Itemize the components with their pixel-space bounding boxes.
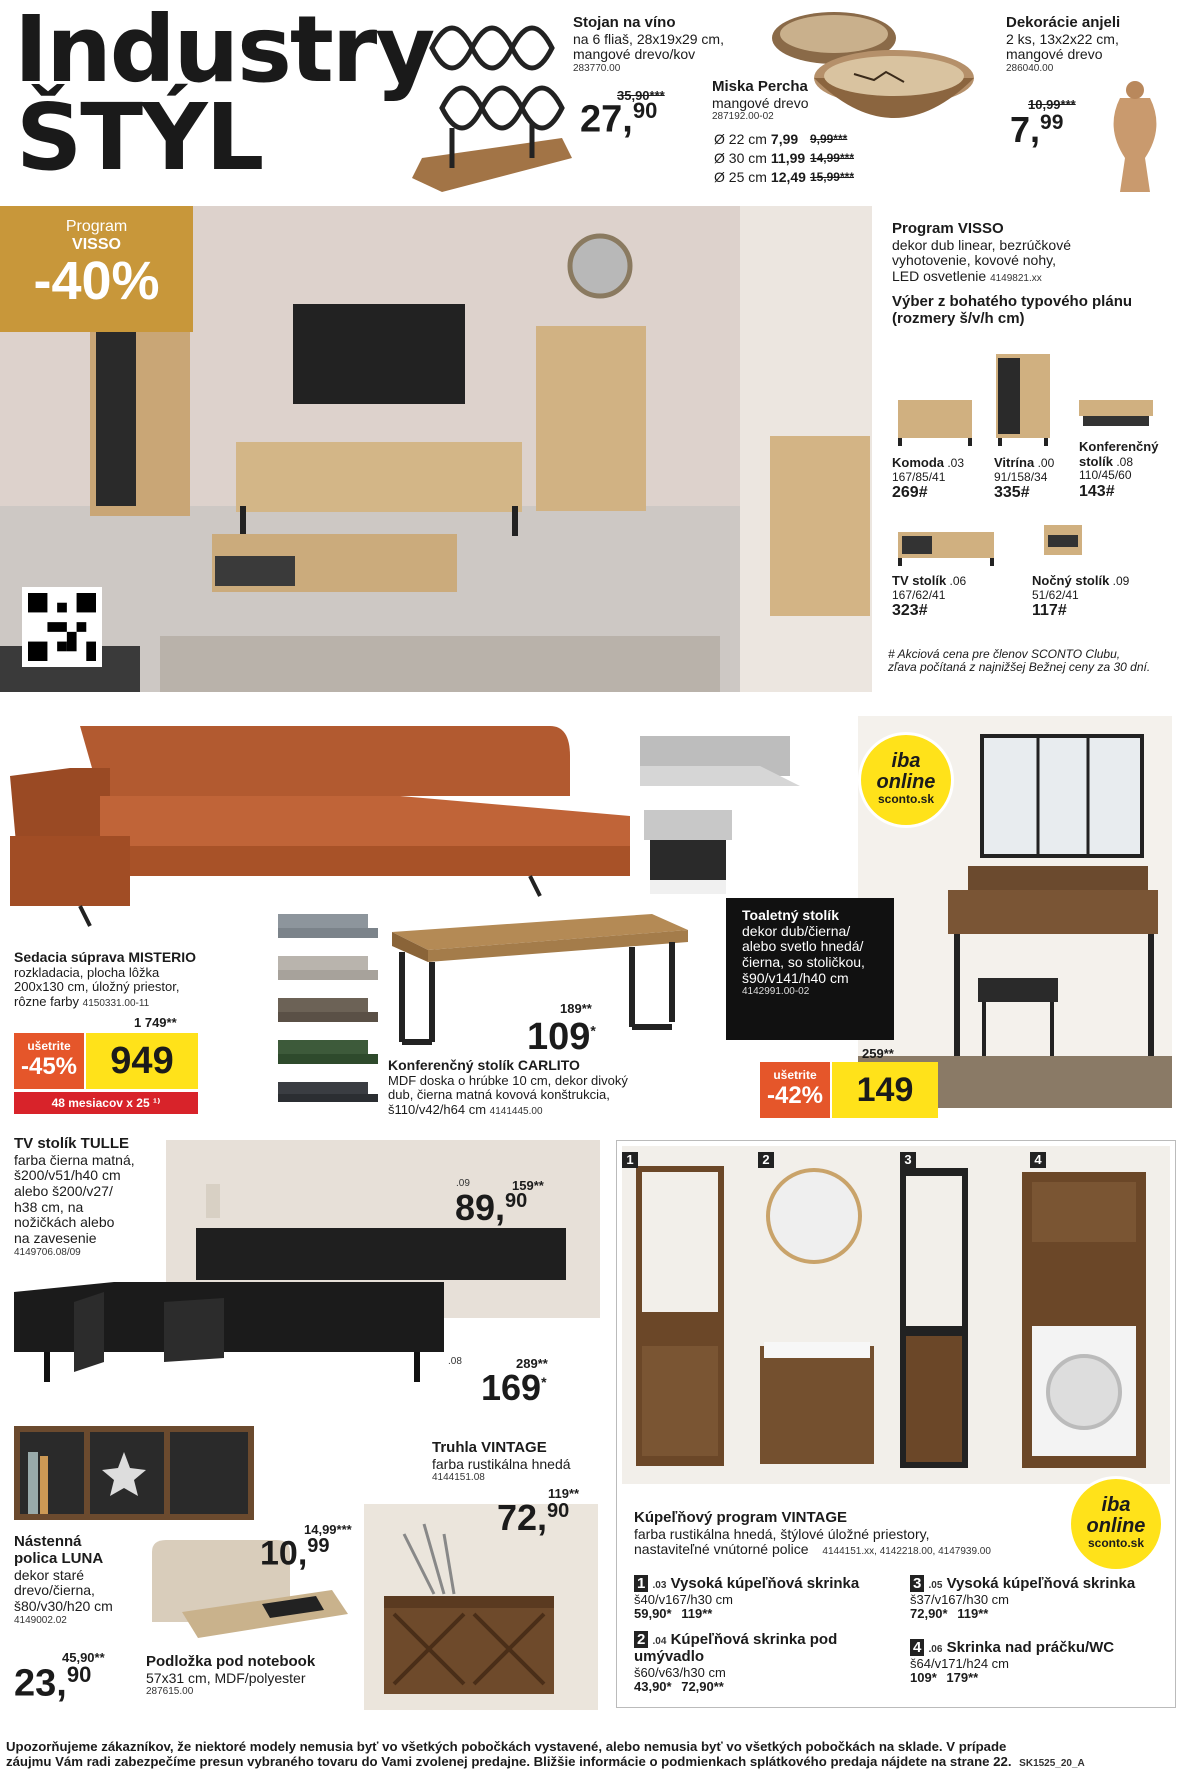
bath-item-dims: š64/v171/h24 cm — [910, 1655, 1010, 1671]
visso-subtitle2: (rozmery š/v/h cm) — [892, 309, 1025, 327]
laptop-pad-old-price: 14,99*** — [304, 1522, 352, 1537]
sofa-info — [14, 950, 196, 1009]
bowl-desc: mangové drevo — [712, 94, 809, 111]
shelf-desc3: š80/v30/h20 cm — [14, 1597, 113, 1614]
visso-info-panel — [872, 206, 1187, 692]
bath-item-name: Vysoká kúpeľňová skrinka — [670, 1575, 860, 1592]
bath-item-num: 2 — [634, 1631, 648, 1648]
wine-rack-price-int: 27, — [580, 98, 633, 141]
sofa-save-label: ušetrite — [27, 1039, 71, 1053]
wine-rack-image — [412, 8, 572, 192]
chest-price-dec: 90 — [547, 1500, 570, 1522]
sofa-save-badge — [14, 1033, 84, 1089]
visso-footnote — [888, 648, 1150, 675]
tv-stand-p1-old: 159** — [512, 1178, 544, 1193]
tv-stand-p2-price: 169* — [481, 1367, 547, 1408]
bath-item — [910, 1576, 1172, 1622]
sofa-desc2: 200x130 cm, úložný priestor, — [14, 979, 180, 995]
visso-item-suffix: .00 — [1037, 456, 1055, 470]
tv-stand-p2-value: 169 — [481, 1367, 542, 1408]
coffee-table-info — [388, 1058, 628, 1117]
bath-online-3: sconto.sk — [1087, 1536, 1144, 1550]
bowl-code: 287192.00-02 — [712, 111, 774, 123]
komoda-image — [896, 396, 974, 446]
sofa-desc1: rozkladacia, plocha lôžka — [14, 964, 160, 980]
wine-rack-desc2: mangové drevo/kov — [573, 46, 696, 63]
visso-item — [994, 456, 1054, 502]
sofa-installment: 48 mesiacov x 25 ¹⁾ — [14, 1092, 198, 1114]
visso-item — [892, 456, 964, 502]
bath-item-name: Vysoká kúpeľňová skrinka — [946, 1575, 1136, 1592]
bath-item-old: 119** — [957, 1606, 989, 1622]
headline-line2: ŠTÝL — [16, 84, 263, 191]
chest-title: Truhla VINTAGE — [432, 1439, 547, 1456]
vitrina-image — [994, 352, 1052, 446]
angels-image — [1100, 78, 1170, 192]
sofa-code: 4150331.00-11 — [82, 997, 150, 1009]
bowl-size: Ø 22 cm — [714, 131, 767, 147]
bowl-row — [712, 168, 856, 187]
bath-item-name: Skrinka nad práčku/WC — [946, 1639, 1115, 1656]
sofa-bed-image — [630, 716, 810, 800]
shelf-title1: Nástenná — [14, 1533, 82, 1550]
vanity-save-badge — [760, 1062, 830, 1118]
sofa-desc3: rôzne farby — [14, 993, 80, 1009]
vanity-online-1: iba — [891, 750, 921, 772]
coffee-table-desc3: š110/v42/h64 cm — [388, 1101, 487, 1117]
laptop-pad-price-dec: 99 — [307, 1535, 330, 1557]
vanity-desc3: čierna, so stoličkou, — [742, 954, 865, 971]
visso-item-suffix: .08 — [1116, 454, 1133, 469]
laptop-pad-desc: 57x31 cm, MDF/polyester — [146, 1669, 306, 1686]
footer-disclaimer — [6, 1740, 1186, 1770]
bath-desc1: farba rustikálna hnedá, štýlové úložné priestory, — [634, 1525, 930, 1542]
vanity-old-price: 259** — [862, 1046, 894, 1061]
sofa-color-variants — [272, 906, 382, 1102]
laptop-pad-price — [260, 1534, 330, 1573]
bowl-row — [712, 149, 856, 168]
visso-note1: # Akciová cena pre členov SCONTO Clubu, — [888, 647, 1121, 661]
bath-item — [634, 1576, 904, 1622]
tv-stand-p1-int: 89, — [455, 1187, 506, 1228]
footer-page-code: SK1525_20_A — [1019, 1757, 1085, 1769]
bowl-price: 12,49 — [770, 168, 806, 185]
laptop-pad-code: 287615.00 — [146, 1686, 194, 1698]
coffee-table-desc1: MDF doska o hrúbke 10 cm, dekor divoký — [388, 1072, 628, 1088]
angels-desc1: 2 ks, 13x2x22 cm, — [1006, 30, 1119, 47]
tv-stand-desc6: na zavesenie — [14, 1230, 97, 1247]
footer-line1: Upozorňujeme zákazníkov, že niektoré modely nemusia byť vo všetkých pobočkách vystavené, alebo nemusia byť vo všetkých pobočkách na sklade. V prípade — [6, 1739, 1007, 1754]
bath-item-num: 4 — [910, 1639, 924, 1656]
sofa-storage-image — [640, 806, 736, 898]
tv-stolik-image — [896, 528, 996, 568]
visso-item-price: 323# — [892, 601, 928, 619]
vanity-price: 149 — [832, 1062, 938, 1118]
bowl-price: 7,99 — [770, 131, 799, 147]
angels-price-dec: 99 — [1040, 111, 1064, 134]
visso-item-price: 269# — [892, 483, 928, 501]
bath-item-name: Kúpeľňová skrinka pod umývadlo — [634, 1631, 838, 1665]
visso-item-price: 143# — [1079, 482, 1115, 500]
wine-rack-code: 283770.00 — [573, 63, 621, 75]
wine-rack-info — [573, 15, 724, 74]
tv-stand-desc2: š200/v51/h40 cm — [14, 1167, 121, 1184]
shelf-old-price: 45,90** — [62, 1650, 105, 1665]
sofa-title: Sedacia súprava MISTERIO — [14, 949, 197, 965]
konferencny-image — [1077, 396, 1155, 436]
tv-stand-title: TV stolík TULLE — [14, 1135, 130, 1152]
bath-item-dims: š40/v167/h30 cm — [634, 1591, 734, 1607]
bath-online-1: iba — [1101, 1494, 1131, 1516]
bath-num-2: 2 — [758, 1152, 774, 1168]
chest-price — [497, 1497, 570, 1538]
headline-line1: Industry — [14, 0, 434, 103]
tv-stand-p2-old: 289** — [516, 1356, 548, 1371]
bath-item-num: 1 — [634, 1575, 648, 1592]
shelf-price — [14, 1664, 91, 1703]
laptop-pad-info — [146, 1654, 315, 1698]
tv-stand-desc5: nožičkách alebo — [14, 1214, 115, 1231]
bath-info — [634, 1510, 991, 1558]
bath-item-suffix: .05 — [928, 1580, 943, 1591]
visso-item-dims: 91/158/34 — [994, 469, 1048, 484]
visso-subtitle1: Výber z bohatého typového plánu — [892, 292, 1133, 310]
coffee-table-title: Konferenčný stolík CARLITO — [388, 1057, 580, 1073]
vanity-desc2: alebo svetlo hnedá/ — [742, 938, 864, 955]
vanity-code: 4142991.00-02 — [742, 986, 810, 998]
tv-stand-desc4: h38 cm, na — [14, 1198, 84, 1215]
qr-code[interactable] — [22, 587, 102, 667]
visso-item — [892, 574, 966, 620]
visso-item-name: Vitrína — [994, 455, 1035, 470]
bath-item-price: 43,90* — [634, 1679, 672, 1695]
bath-num-1: 1 — [622, 1152, 638, 1168]
shelf-image — [14, 1412, 254, 1520]
angels-price-int: 7, — [1010, 109, 1041, 150]
vanity-save-label: ušetrite — [773, 1068, 817, 1082]
visso-item-name: Komoda — [892, 455, 944, 470]
sofa-old-price: 1 749** — [134, 1015, 177, 1030]
coffee-table-price-value: 109 — [527, 1016, 591, 1058]
laptop-pad-title: Podložka pod notebook — [146, 1653, 316, 1670]
visso-item-suffix: .09 — [1112, 574, 1130, 588]
bowl-size: Ø 30 cm — [714, 149, 767, 166]
visso-discount-badge — [0, 206, 193, 332]
visso-title-block — [892, 221, 1132, 327]
bath-item-suffix: .03 — [652, 1580, 667, 1591]
bowl-size: Ø 25 cm — [714, 168, 767, 185]
tv-stand-p1-dec: 90 — [505, 1190, 528, 1212]
chest-old-price: 119** — [548, 1486, 580, 1501]
bath-title: Kúpeľňový program VINTAGE — [634, 1509, 848, 1526]
bath-images — [622, 1146, 1170, 1484]
tv-stand-info — [14, 1136, 135, 1258]
vanity-title: Toaletný stolík — [742, 907, 839, 923]
visso-desc2: vyhotovenie, kovové nohy, — [892, 252, 1056, 269]
footer-line2: záujmu Vám radi zabezpečíme presun vybraného tovaru do Vami zvolenej predajne. Bližšie informácie o podmienkach splátkového predaja nájdete na strane 22. — [6, 1753, 1012, 1769]
bath-item-price: 109* — [910, 1670, 937, 1686]
visso-item-dims: 51/62/41 — [1032, 587, 1079, 602]
wine-rack-price — [580, 100, 657, 139]
angels-old-price: 10,99*** — [1028, 97, 1076, 112]
chest-desc: farba rustikálna hnedá — [432, 1455, 571, 1472]
angels-price — [1010, 109, 1064, 150]
tv-stand-p1-suffix: .09 — [456, 1178, 470, 1189]
bath-item-dims: š37/v167/h30 cm — [910, 1591, 1010, 1607]
chest-code: 4144151.08 — [432, 1472, 485, 1484]
vanity-info-box — [726, 898, 894, 1040]
bath-item — [910, 1640, 1172, 1686]
vanity-desc4: š90/v141/h40 cm — [742, 969, 849, 986]
bowl-old: 14,99*** — [809, 151, 854, 166]
bath-item-price: 72,90* — [910, 1606, 948, 1622]
visso-badge-line2: VISSO — [72, 236, 121, 253]
bowl-old: 9,99*** — [809, 132, 848, 147]
tv-stand-floor-image — [14, 1282, 444, 1400]
bath-desc2: nastaviteľné vnútorné police — [634, 1541, 809, 1558]
tv-stand-desc3: alebo š200/v27/ — [14, 1183, 113, 1200]
visso-desc1: dekor dub linear, bezrúčkové — [892, 236, 1071, 253]
vanity-online-2: online — [876, 771, 936, 793]
bowl-title: Miska Percha — [712, 78, 808, 95]
visso-item-dims: 167/62/41 — [892, 587, 946, 602]
chest-price-int: 72, — [497, 1497, 548, 1538]
visso-item-name: TV stolík — [892, 573, 947, 588]
wine-rack-desc1: na 6 fliaš, 28x19x29 cm, — [573, 30, 724, 47]
visso-badge-pct: -40% — [33, 251, 160, 311]
vanity-desc1: dekor dub/čierna/ — [742, 922, 851, 939]
bowl-size-table — [712, 130, 856, 187]
shelf-title2: polica LUNA — [14, 1549, 104, 1567]
visso-item-price: 335# — [994, 483, 1030, 501]
tv-stand-code: 4149706.08/09 — [14, 1246, 81, 1258]
bath-item-num: 3 — [910, 1575, 924, 1592]
visso-item-dims: 110/45/60 — [1079, 468, 1132, 483]
shelf-info — [14, 1534, 113, 1626]
bath-item-suffix: .06 — [928, 1644, 943, 1655]
bath-item-old: 119** — [681, 1606, 713, 1622]
bath-item-old: 72,90** — [681, 1679, 724, 1695]
bowl-row — [712, 130, 856, 149]
visso-item — [1079, 440, 1179, 500]
wine-rack-old-price: 35,90*** — [617, 88, 665, 103]
visso-note2: zľava počítaná z najnižšej Bežnej ceny za 30 dní. — [888, 660, 1151, 675]
vanity-online-badge — [858, 732, 954, 828]
visso-item — [1032, 574, 1129, 620]
shelf-code: 4149002.02 — [14, 1614, 67, 1626]
angels-title: Dekorácie anjeli — [1006, 14, 1121, 31]
coffee-table-code: 4141445.00 — [489, 1105, 543, 1117]
visso-item-suffix: .06 — [949, 574, 967, 588]
bath-item-price: 59,90* — [634, 1606, 672, 1622]
visso-item-dims: 167/85/41 — [892, 469, 946, 484]
bath-num-4: 4 — [1030, 1152, 1046, 1168]
chest-info — [432, 1440, 571, 1484]
nocny-stolik-image — [1042, 521, 1084, 567]
visso-item-price: 117# — [1032, 601, 1067, 619]
visso-desc3: LED osvetlenie — [892, 268, 987, 285]
shelf-desc2: drevo/čierna, — [14, 1582, 95, 1599]
visso-code: 4149821.xx — [990, 273, 1042, 285]
wine-rack-price-dec: 90 — [632, 98, 658, 123]
bath-item — [634, 1632, 874, 1695]
sofa-save-pct: -45% — [20, 1053, 78, 1080]
coffee-table-old-price: 189** — [560, 1001, 592, 1016]
coffee-table-price: 109* — [527, 1016, 596, 1058]
angels-info — [1006, 15, 1120, 74]
coffee-table-desc2: dub, čierna matná kovová konštrukcia, — [388, 1087, 610, 1103]
bath-item-old: 179** — [946, 1670, 979, 1686]
visso-item-suffix: .03 — [947, 456, 965, 470]
visso-badge-line1: Program — [65, 218, 128, 235]
tv-stand-desc1: farba čierna matná, — [14, 1151, 135, 1168]
angels-code: 286040.00 — [1006, 63, 1054, 75]
tv-stand-p1-price — [455, 1187, 528, 1228]
visso-item-name: Nočný stolík — [1032, 573, 1110, 588]
bath-item-dims: š60/v63/h30 cm — [634, 1664, 726, 1680]
vanity-online-3: sconto.sk — [877, 792, 934, 806]
bath-num-3: 3 — [900, 1152, 916, 1168]
bath-online-badge — [1068, 1476, 1164, 1572]
bowl-old: 15,99*** — [809, 170, 854, 185]
bowl-info — [712, 79, 809, 123]
bowl-price: 11,99 — [770, 149, 806, 166]
shelf-price-int: 23, — [14, 1662, 67, 1705]
bath-item-suffix: .04 — [652, 1636, 667, 1647]
angels-desc2: mangové drevo — [1006, 46, 1103, 63]
visso-title: Program VISSO — [892, 220, 1004, 237]
laptop-pad-price-int: 10, — [260, 1534, 308, 1573]
sofa-price: 949 — [86, 1033, 198, 1089]
shelf-price-dec: 90 — [66, 1662, 92, 1687]
wine-rack-title: Stojan na víno — [573, 14, 676, 31]
vanity-save-pct: -42% — [766, 1082, 824, 1109]
tv-stand-p2-suffix: .08 — [448, 1356, 462, 1367]
bath-online-2: online — [1086, 1515, 1146, 1537]
visso-item-name: Konferenčný stolík — [1079, 439, 1159, 469]
shelf-desc1: dekor staré — [14, 1566, 85, 1583]
bath-codes: 4144151.xx, 4142218.00, 4147939.00 — [822, 1546, 991, 1558]
